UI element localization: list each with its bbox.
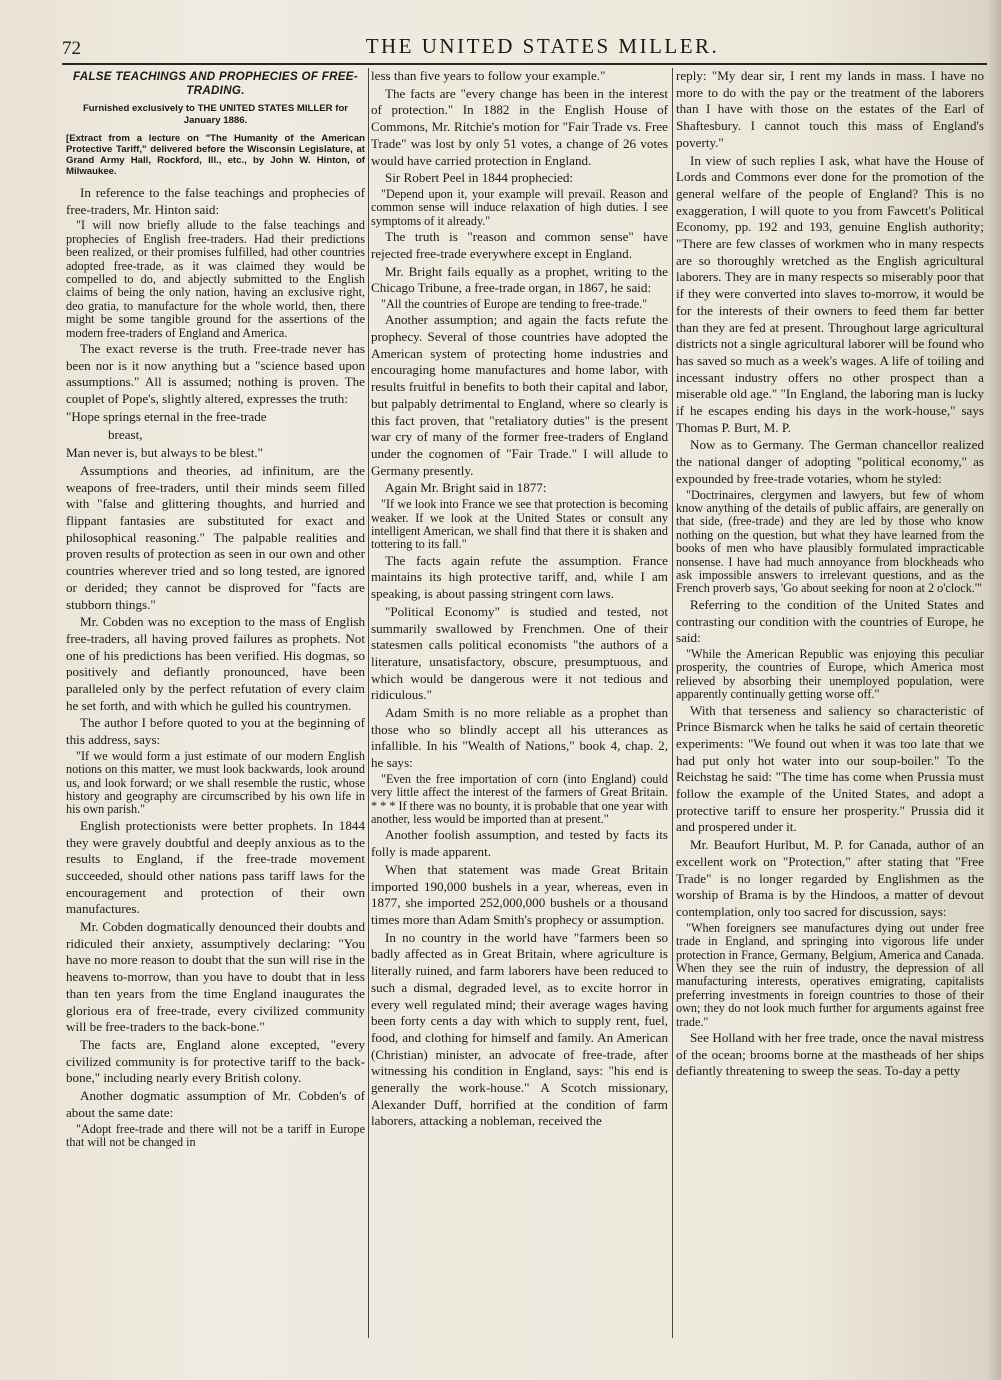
paragraph: Referring to the condition of the United States and contrasting our condition with the countries of Europe, he said: — [676, 596, 984, 646]
paragraph: The facts are "every change has been in the interest of protection." In 1882 in the English House of Commons, Mr. Ritchie's motion for "Fair Trade vs. Free Trade" was lost by only 51 votes, a change of 26 votes would have carried protection in England. — [371, 85, 668, 168]
verse-line: Man never is, but always to be blest." — [66, 444, 263, 460]
article-byline: Furnished exclusively to THE UNITED STATES MILLER for January 1886. — [82, 103, 349, 126]
paragraph: English protectionists were better prophets. In 1844 they were gravely doubtful and deeply anxious as to the results to England, if the free-trade movement succeeded, should other nations pass tariff laws for the encouragement and protection of their own manufactures. — [66, 817, 365, 917]
block-quote: "All the countries of Europe are tending to free-trade." — [381, 296, 648, 311]
paragraph: In reference to the false teachings and prophecies of free-traders, Mr. Hinton said: — [66, 185, 365, 217]
paragraph: less than five years to follow your example." — [371, 68, 606, 83]
block-quote: "Doctrinaires, clergymen and lawyers, but few of whom know anything of the details of public affairs, are generally on that side, (free-trade) and they are led by those who know nothing on the question, but what they have learned from the books of men who have plausibly formulated impracticable nonsense. I have had much annoyance from blockheads who ask impossible answers to irrelevant questions, and as the French proverb says, 'Go about seeking for noon at 2 o'clock.'" — [676, 487, 984, 596]
paragraph: With that terseness and saliency so characteristic of Prince Bismarck when he talks he said of certain theoretic experiments: "We found out when it was too late that we had put only hot water into our soup-boiler." To the Reichstag he said: "The time has come when Prussia must follow the example of the United States, and adopt a protective tariff to ensure her prosperity." Prussia did it and prospered under it. — [676, 702, 984, 835]
block-quote: "Adopt free-trade and there will not be a tariff in Europe that will not be changed in — [66, 1121, 365, 1149]
paragraph: Another dogmatic assumption of Mr. Cobden's of about the same date: — [66, 1088, 365, 1120]
column-divider — [672, 68, 673, 1338]
block-quote: "If we look into France we see that protection is becoming weaker. If we look at the United States or consult any intelligent American, we shall find that there it is shaken and tottering to its fall." — [371, 497, 668, 552]
paragraph: In view of such replies I ask, what have the House of Lords and Commons ever done for the promotion of the general welfare of the people of England? This is no exaggeration, I will quote to you from Fawcett's Political Economy, pp. 192 and 193, genuine English authority; "There are few classes of workmen who in many respects are so thoroughly wretched as the English agricultural laborers. They are in many respects so miserably poor that if they were converted into slaves to-morrow, it would be for the interests of their owners to feed them far better than they are fed at present. Throughout large agricultural districts not a single agricultural laborer will be found who has saved so much as a week's wages. A life of toiling and incessant industry offers no other prospect than a miserable old age." "In England, the laboring man is lucky if he escapes ending his days in the work-house," says Thomas P. Burt, M. P. — [676, 152, 984, 435]
block-quote: "When foreigners see manufactures dying out under free trade in England, and springing into vigorous life under protection in France, Germany, Belgium, America and Canada. When they see the ruin of industry, the depression of all manufacturing interests, operatives emigrating, capitalists preferring investments in foreign countries to those of their own; they do not look much further for arguments against free trade." — [676, 920, 984, 1029]
page-edge-shadow — [987, 0, 1001, 1380]
paragraph: Mr. Cobden dogmatically denounced their doubts and ridiculed their anxiety, assumptively declaring: "You have no more reason to doubt that the sun will rise in the heavens to-morrow, than you have to doubt that in less than ten years from the time England inaugurates the glorious era of free-trade, every civilized community will be free-traders to the back-bone." — [66, 919, 365, 1035]
verse-line: breast, — [108, 426, 143, 442]
article-extract-note: [Extract from a lecture on "The Humanity of the American Protective Tariff," delivered before the Wisconsin Legislature, at Grand Army Hall, Rockford, Ill., etc., by John W. Hinton, of Milwaukee. — [66, 133, 365, 177]
block-quote: "Depend upon it, your example will prevail. Reason and common sense will induce relaxation of high duties. I see symptoms of it already." — [371, 186, 668, 228]
paragraph: Again Mr. Bright said in 1877: — [385, 480, 547, 496]
paragraph: When that statement was made Great Britain imported 190,000 bushels in a year, whereas, even in 1877, she imported 252,000,000 bushels or a thousand times more than Adam Smith's prophecy or assumption. — [371, 861, 668, 927]
newspaper-title: THE UNITED STATES MILLER. — [365, 34, 720, 58]
paragraph: Another assumption; and again the facts refute the prophecy. Several of those countries have adopted the American system of protecting home industries and encouraging home manufactures and home labor, with results fruitful in benefits to both their capital and labor, but palpably detrimental to England, where so clearly is this fact proven, that "retaliatory duties" is the present war cry of many of the former free-traders of England under the cognomen of "Fair Trade." I will allude to Germany presently. — [371, 312, 668, 478]
column-2-body — [371, 68, 668, 1130]
page-header — [62, 34, 983, 64]
paragraph: The facts again refute the assumption. France maintains its high protective tariff, and, while I am speaking, is about passing stringent corn laws. — [371, 552, 668, 602]
column-divider — [368, 68, 369, 1338]
paragraph: Adam Smith is no more reliable as a prophet than those who so blindly accept all his utterances as infallible. In his "Wealth of Nations," book 4, chap. 2, he says: — [371, 705, 668, 771]
page-number: 72 — [62, 38, 81, 59]
block-quote: "Even the free importation of corn (into England) could very little affect the interest of the farmers of Great Britain. * * * If there was no bounty, it is probable that one year with another, less would be imported than at present." — [371, 771, 668, 827]
column-1-body — [66, 185, 365, 1149]
paragraph: The truth is "reason and common sense" have rejected free-trade everywhere except in England. — [371, 229, 668, 261]
block-quote: "If we would form a just estimate of our modern English notions on this matter, we must look backwards, look around us, and look forward; or we shall resemble the rustic, whose history and geography are circumscribed by his own life in his own parish." — [66, 748, 365, 817]
verse-line: "Hope springs eternal in the free-trade — [66, 408, 267, 424]
paragraph: The facts are, England alone excepted, "every civilized community is for protective tariff to the back-bone," including nearly every British colony. — [66, 1037, 365, 1086]
block-quote: "I will now briefly allude to the false teachings and prophecies of English free-traders. Had their predictions been realized, or their promises fulfilled, had other countries adopted free-trade, as it was claimed they would be compelled to do, and abjectly submitted to the English claims of being the only nation, having an exclusive right, deo gratia, to manufacture for the whole world, then, there might be some tangible ground for the assertions of the modern free-traders of England and America. — [66, 218, 365, 340]
paragraph: "Political Economy" is studied and tested, not summarily swallowed by Frenchmen. One of their statesmen calls political economists "the authors of a literature, unsatisfactory, obscure, presumptuous, and which would be dangerous were it not tedious and ridiculous." — [371, 603, 668, 703]
column-1 — [66, 68, 365, 1368]
paragraph: Now as to Germany. The German chancellor realized the national danger of adopting "political economy," as expounded by free-trade votaries, whom he styled: — [676, 437, 984, 486]
paragraph: Another foolish assumption, and tested by facts its folly is made apparent. — [371, 827, 668, 860]
header-rule — [62, 63, 987, 65]
article-title: FALSE TEACHINGS AND PROPHECIES OF FREE-TRADING. — [72, 70, 359, 97]
paragraph: The author I before quoted to you at the beginning of this address, says: — [66, 715, 365, 748]
block-quote: "While the American Republic was enjoying this peculiar prosperity, the countries of Europe, which America most relieved by absorbing their unemployed population, were apparently continually getting worse off." — [676, 646, 984, 702]
paragraph: Mr. Bright fails equally as a prophet, writing to the Chicago Tribune, a free-trade organ, in 1867, he said: — [371, 263, 668, 296]
paragraph: The exact reverse is the truth. Free-trade never has been nor is it now anything but a "science based upon assumptions." All is assumed; nothing is proven. The couplet of Pope's, slightly altered, expresses the truth: — [66, 341, 365, 407]
paragraph: See Holland with her free trade, once the naval mistress of the ocean; brooms borne at the mastheads of her ships defiantly threatening to sweep the seas. To-day a petty — [676, 1029, 984, 1079]
column-3-body — [676, 68, 984, 1080]
paragraph: Assumptions and theories, ad infinitum, are the weapons of free-traders, until their minds seem filled with "false and glittering thoughts, and hurried and flippant fantasies are substituted for exact and philosophical reasoning." The palpable realities and proven results of protection as seen in our own and other countries wherever tried and so long tested, are ignored or derided; they cannot be disproved for "facts are stubborn things." — [66, 462, 365, 612]
paragraph: Mr. Beaufort Hurlbut, M. P. for Canada, author of an excellent work on "Protection," after stating that "Free Trade" is no longer regarded by Englishmen as the worship of Brama is by the Hindoos, a matter of devout contemplation, only too sacred for discussion, says: — [676, 837, 984, 919]
paragraph: Mr. Cobden was no exception to the mass of English free-traders, all having proved failures as prophets. Not one of his predictions has been verified. His dogmas, so positively and defiantly pronounced, have been paralleled only by the perfect refutation of every claim he set forth, and with which he gulled his countrymen. — [66, 614, 365, 713]
paragraph: Sir Robert Peel in 1844 prophecied: — [385, 170, 574, 186]
paragraph: reply: "My dear sir, I rent my lands in mass. I have no more to do with the pay or the treatment of the laborers than I have with those on the estates of the Earl of Shaftesbury. I cannot touch this mass of England's poverty." — [676, 68, 984, 150]
column-2 — [371, 68, 668, 1368]
column-3 — [676, 68, 984, 1368]
paragraph: In no country in the world have "farmers been so badly affected as in Great Britain, where agriculture is literally ruined, and farm laborers have been reduced to such a dismal, degraded level, as to excite horror in every well regulated mind; their average wages having been forty cents a day with which to supply rent, fuel, food, and clothing for himself and family. An American (Christian) minister, an advocate of free-trade, after witnessing his condition in England, says: "his end is generally the work-house." A Scotch missionary, Alexander Duff, horrified at the condition of farm laborers, attacking a nobleman, received the — [371, 929, 668, 1129]
